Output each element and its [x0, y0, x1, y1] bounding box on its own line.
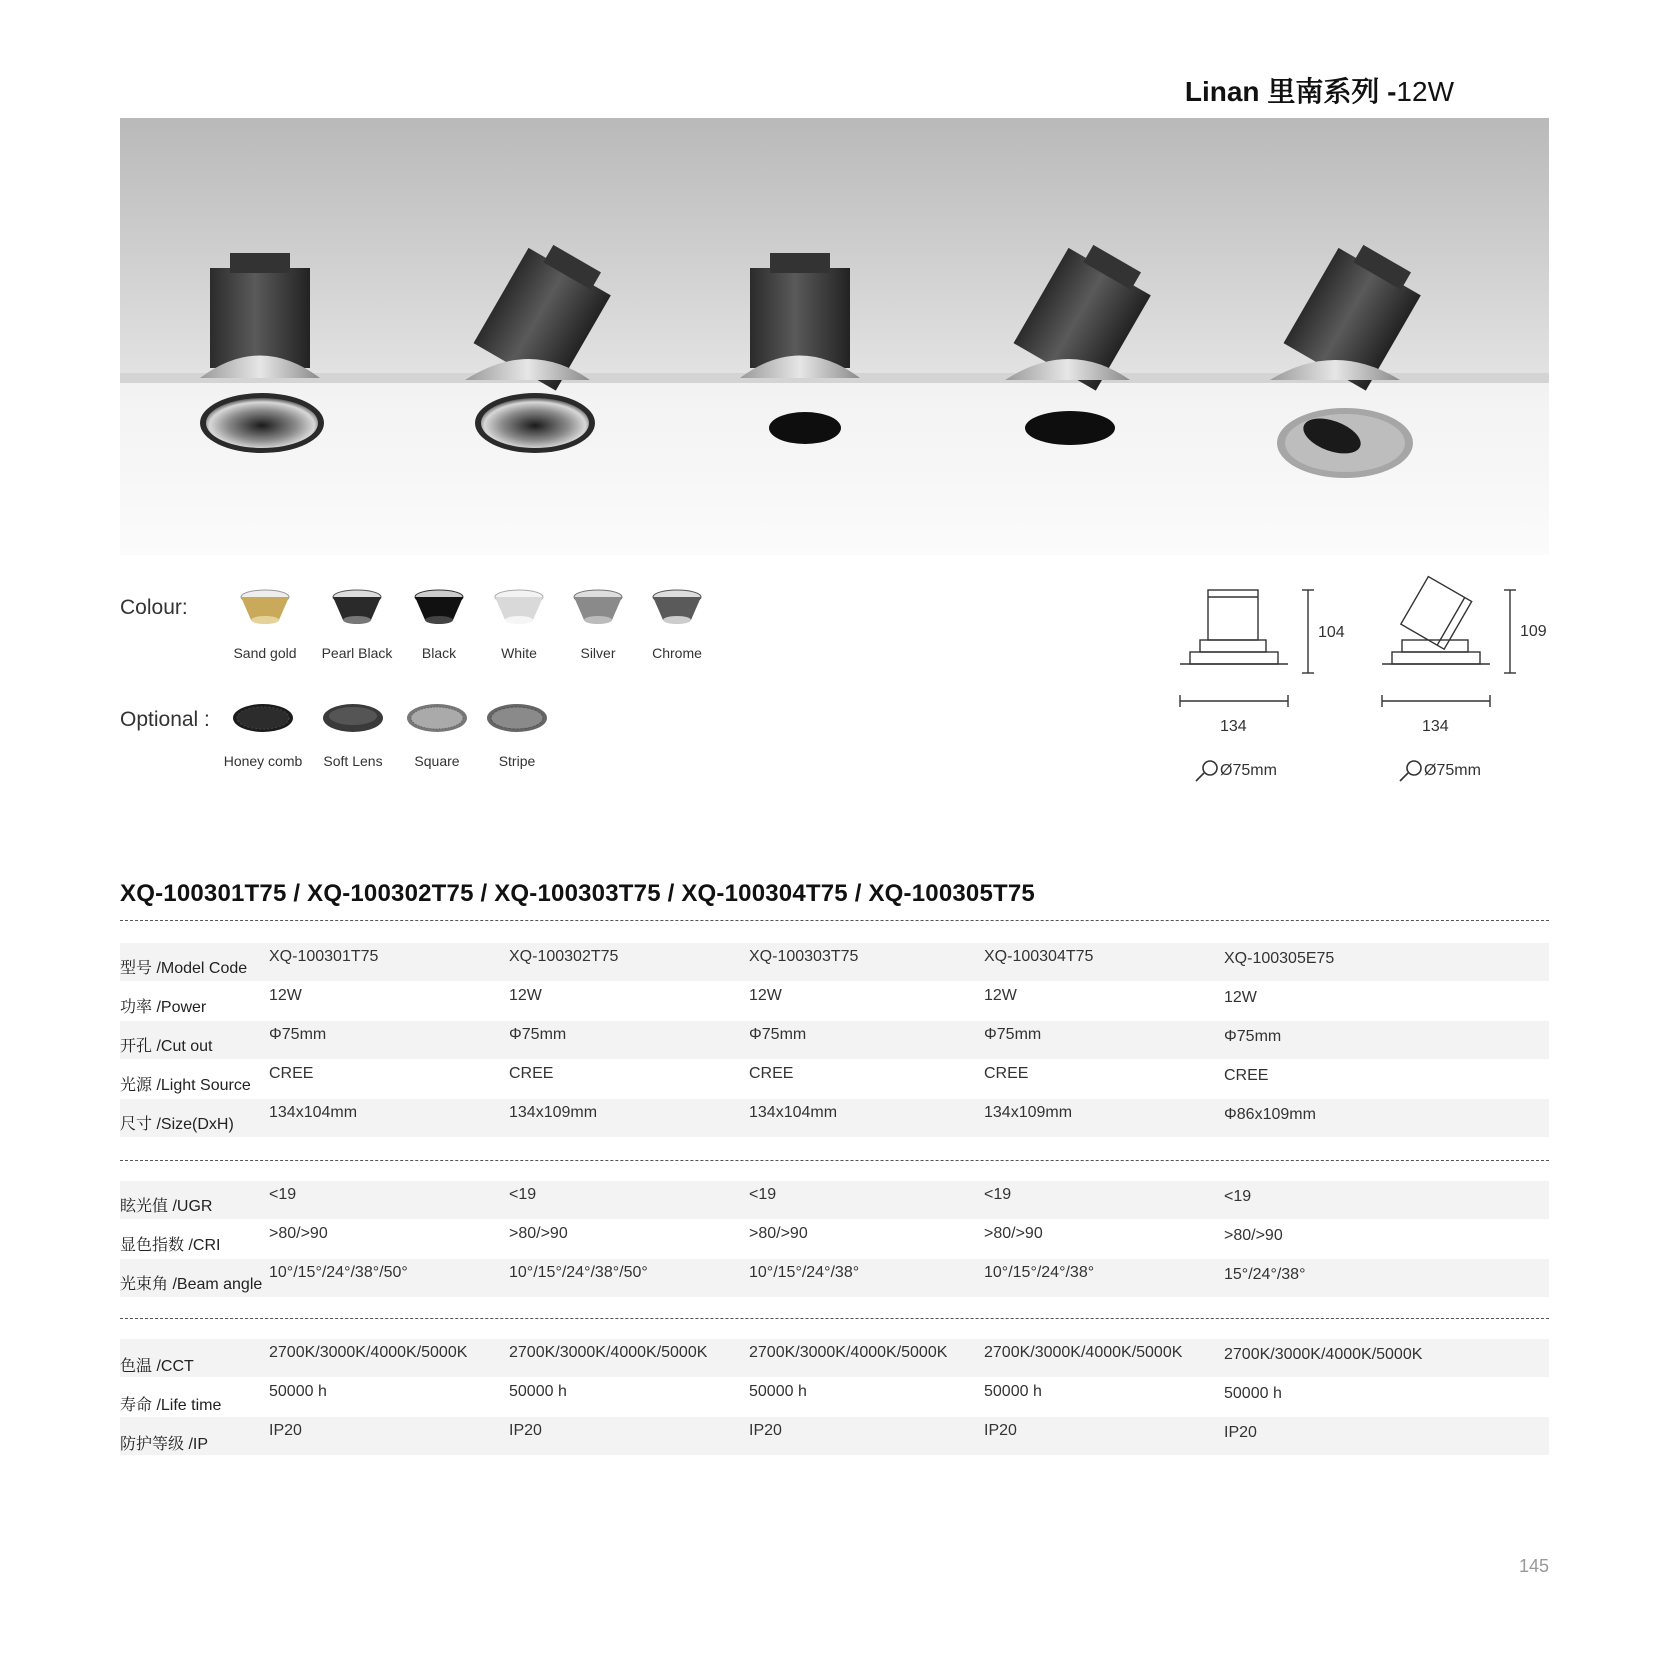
optional-item-label: Square	[414, 753, 460, 769]
optional-label: Optional :	[120, 708, 210, 731]
spec-cell: 50000 h	[269, 1383, 327, 1400]
spec-cell: 15°/24°/38°	[1224, 1266, 1306, 1283]
dimension-width-2: 134	[1422, 718, 1449, 735]
spec-row	[120, 943, 1549, 981]
dimension-cutout-1: Ø75mm	[1220, 762, 1277, 779]
spec-cell: IP20	[984, 1422, 1017, 1439]
spec-cell: >80/>90	[749, 1225, 808, 1242]
optional-item-label: Stripe	[498, 753, 536, 769]
spec-cell: 134x104mm	[269, 1104, 358, 1121]
spec-cell: IP20	[269, 1422, 302, 1439]
page-number: 145	[1518, 1556, 1549, 1576]
spec-cell: CREE	[984, 1065, 1029, 1082]
spec-cell: >80/>90	[1224, 1227, 1283, 1244]
spec-cell: <19	[509, 1186, 537, 1203]
spec-cell: 2700K/3000K/4000K/5000K	[984, 1344, 1183, 1361]
spec-cell: CREE	[749, 1065, 794, 1082]
dimension-height-2: 109	[1520, 623, 1547, 640]
dimension-height-1: 104	[1318, 624, 1345, 641]
spec-cell: <19	[749, 1186, 777, 1203]
swatch-label: White	[501, 645, 537, 661]
spec-cell: 10°/15°/24°/38°	[749, 1264, 860, 1281]
divider	[120, 920, 1549, 921]
swatch-label: Silver	[580, 645, 616, 661]
spec-label: 显色指数 /CRI	[120, 1237, 221, 1254]
spec-cell: Φ75mm	[269, 1026, 327, 1043]
spec-cell: >80/>90	[269, 1225, 328, 1242]
swatch-chrome	[653, 590, 701, 624]
swatch-label: Chrome	[652, 645, 702, 661]
spec-cell: Φ75mm	[749, 1026, 807, 1043]
spec-cell: Φ86x109mm	[1224, 1106, 1316, 1123]
spec-label: 光束角 /Beam angle	[120, 1276, 263, 1293]
spec-cell: 10°/15°/24°/38°/50°	[509, 1264, 648, 1281]
spec-row	[120, 1021, 1549, 1059]
divider	[120, 1160, 1549, 1161]
swatch-label: Sand gold	[233, 645, 297, 661]
optional-soft-lens	[323, 704, 383, 732]
spec-cell: 12W	[509, 987, 542, 1004]
drawing-tilted	[1382, 577, 1516, 707]
optional-stripe	[487, 704, 547, 732]
spec-cell: <19	[984, 1186, 1012, 1203]
swatch-label: Black	[421, 645, 457, 661]
spec-cell: Φ75mm	[509, 1026, 567, 1043]
spec-label: 型号 /Model Code	[120, 960, 248, 977]
dimension-cutout-2: Ø75mm	[1424, 762, 1481, 779]
spec-label: 尺寸 /Size(DxH)	[120, 1116, 234, 1133]
spec-cell: Φ75mm	[984, 1026, 1042, 1043]
spec-cell: >80/>90	[509, 1225, 568, 1242]
spec-cell: <19	[1224, 1188, 1252, 1205]
drawing-straight	[1180, 590, 1314, 707]
optional-item-label: Soft Lens	[323, 753, 383, 769]
divider	[120, 1318, 1549, 1319]
spec-row	[120, 1181, 1549, 1219]
spec-cell: 134x109mm	[509, 1104, 598, 1121]
optional-square	[407, 704, 467, 732]
spec-cell: 10°/15°/24°/38°/50°	[269, 1264, 408, 1281]
swatch-label: Pearl Black	[321, 645, 393, 661]
spec-cell: XQ-100301T75	[269, 948, 379, 965]
spec-cell: IP20	[1224, 1424, 1257, 1441]
spec-cell: 50000 h	[1224, 1385, 1282, 1402]
spec-cell: IP20	[509, 1422, 542, 1439]
spec-cell: 2700K/3000K/4000K/5000K	[1224, 1346, 1423, 1363]
optional-item-label: Honey comb	[223, 753, 303, 769]
spec-cell: XQ-100302T75	[509, 948, 619, 965]
spec-cell: 12W	[749, 987, 782, 1004]
spec-cell: 2700K/3000K/4000K/5000K	[509, 1344, 708, 1361]
spec-cell: XQ-100305E75	[1224, 950, 1335, 967]
swatch-white	[495, 590, 543, 624]
spec-label: 防护等级 /IP	[120, 1436, 209, 1453]
spec-label: 开孔 /Cut out	[120, 1038, 213, 1055]
spec-cell: CREE	[1224, 1067, 1269, 1084]
spec-cell: 50000 h	[509, 1383, 567, 1400]
spec-cell: 2700K/3000K/4000K/5000K	[749, 1344, 948, 1361]
spec-cell: 12W	[1224, 989, 1257, 1006]
spec-row	[120, 982, 1549, 1020]
spec-cell: CREE	[509, 1065, 554, 1082]
swatch-black	[415, 590, 463, 624]
spec-cell: XQ-100303T75	[749, 948, 859, 965]
series-watt: 12W	[1396, 76, 1454, 107]
spec-cell: XQ-100304T75	[984, 948, 1094, 965]
spec-label: 眩光值 /UGR	[120, 1198, 213, 1215]
spec-cell: 50000 h	[749, 1383, 807, 1400]
spec-row	[120, 1417, 1549, 1455]
spec-cell: 2700K/3000K/4000K/5000K	[269, 1344, 468, 1361]
dimension-width-1: 134	[1220, 718, 1247, 735]
spec-row	[120, 1099, 1549, 1137]
spec-cell: >80/>90	[984, 1225, 1043, 1242]
spec-cell: 50000 h	[984, 1383, 1042, 1400]
spec-row	[120, 1060, 1549, 1098]
spec-cell: 10°/15°/24°/38°	[984, 1264, 1095, 1281]
spec-label: 功率 /Power	[120, 999, 207, 1016]
colour-label: Colour:	[120, 596, 188, 619]
cutout-icon	[1196, 761, 1217, 781]
spec-cell: CREE	[269, 1065, 314, 1082]
spec-cell: 134x109mm	[984, 1104, 1073, 1121]
spec-cell: IP20	[749, 1422, 782, 1439]
spec-row	[120, 1259, 1549, 1297]
spec-cell: 12W	[269, 987, 302, 1004]
spec-label: 寿命 /Life time	[120, 1397, 222, 1414]
spec-row	[120, 1378, 1549, 1416]
spec-cell: 12W	[984, 987, 1017, 1004]
swatch-silver	[574, 590, 622, 624]
spec-cell: Φ75mm	[1224, 1028, 1282, 1045]
spec-row	[120, 1339, 1549, 1377]
swatch-pearl-black	[333, 590, 381, 624]
optional-honey-comb	[233, 704, 293, 732]
spec-cell: 134x104mm	[749, 1104, 838, 1121]
cutout-icon	[1400, 761, 1421, 781]
models-title: XQ-100301T75 / XQ-100302T75 / XQ-100303T75 / XQ-100304T75 / XQ-100305T75	[120, 880, 1035, 907]
spec-label: 光源 /Light Source	[120, 1077, 251, 1094]
spec-label: 色温 /CCT	[120, 1358, 194, 1375]
swatch-sand-gold	[241, 590, 289, 624]
spec-cell: <19	[269, 1186, 297, 1203]
series-name: Linan 里南系列 -	[1184, 76, 1397, 107]
spec-row	[120, 1220, 1549, 1258]
